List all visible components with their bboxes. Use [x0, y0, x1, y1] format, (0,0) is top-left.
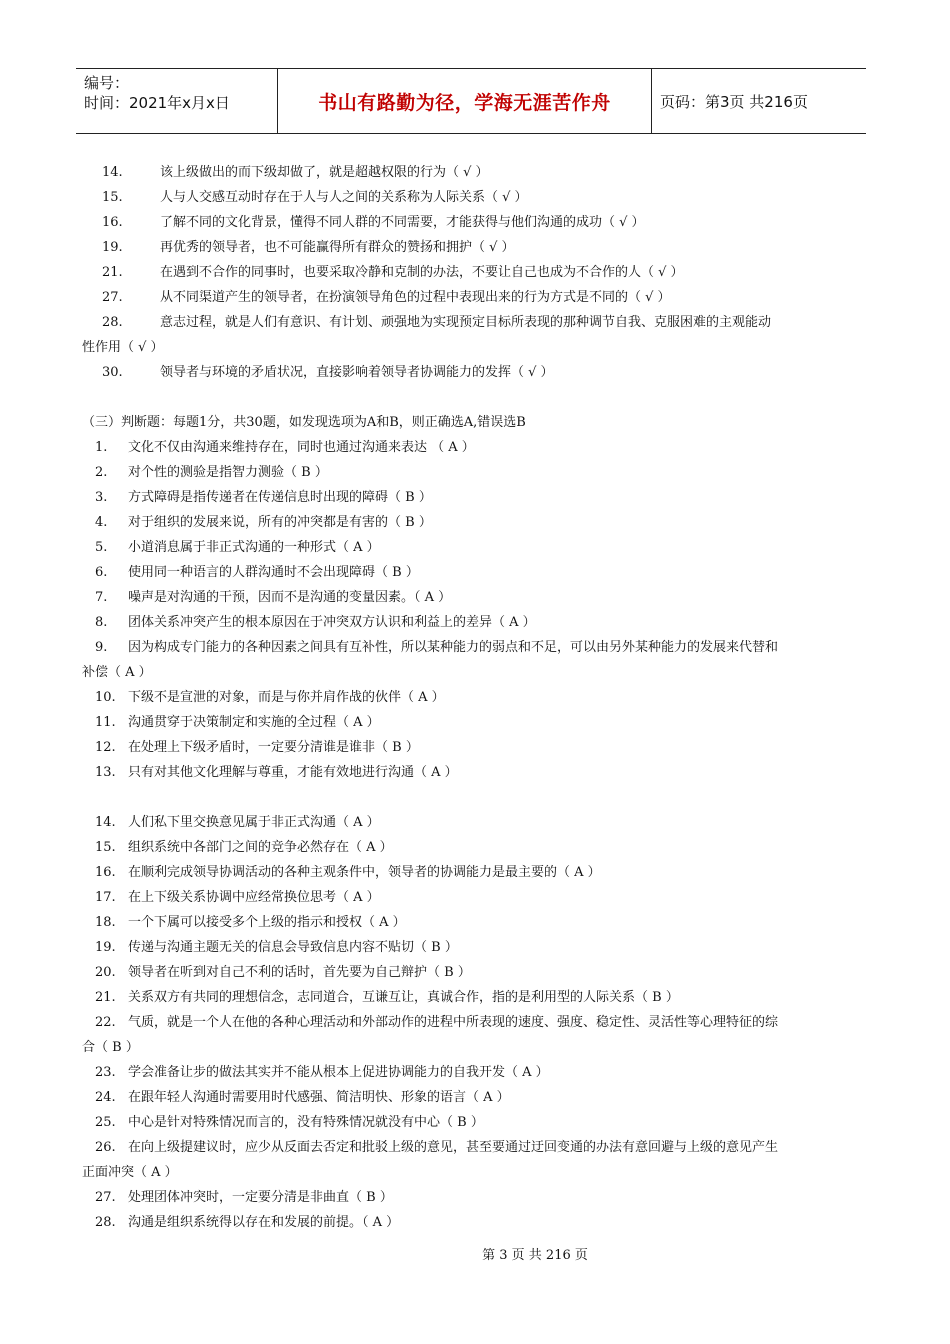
page-header — [76, 68, 866, 134]
list-item — [82, 1010, 852, 1035]
list-item — [82, 310, 852, 335]
item-text-continuation: 补偿（ A ） — [82, 665, 152, 680]
item-text: 沟通是组织系统得以存在和发展的前提。（ A ） — [128, 1215, 400, 1230]
item-number: 14. — [95, 815, 116, 830]
item-text: 再优秀的领导者，也不可能赢得所有群众的赞扬和拥护（ √ ） — [160, 240, 515, 255]
section-judgment-list-a — [82, 435, 852, 785]
header-page-number: 页码：第3页 共216页 — [660, 92, 808, 111]
item-number: 16. — [95, 865, 116, 880]
item-number: 28. — [102, 315, 123, 330]
item-number: 20. — [95, 965, 116, 980]
item-number: 24. — [95, 1090, 116, 1105]
item-text: 处理团体冲突时，一定要分清是非曲直（ B ） — [128, 1190, 393, 1205]
item-text: 关系双方有共同的理想信念，志同道合，互谦互让，真诚合作，指的是利用型的人际关系（ B ） — [128, 990, 679, 1005]
item-text: 只有对其他文化理解与尊重，才能有效地进行沟通（ A ） — [128, 765, 458, 780]
list-item — [82, 360, 852, 385]
list-item — [82, 485, 852, 510]
item-text: 方式障碍是指传递者在传递信息时出现的障碍（ B ） — [128, 490, 432, 505]
item-number: 5. — [95, 540, 108, 555]
item-number: 15. — [95, 840, 116, 855]
list-item — [82, 1185, 852, 1210]
item-text: 人们私下里交换意见属于非正式沟通（ A ） — [128, 815, 380, 830]
section-judgment-list-b — [82, 810, 852, 1235]
list-item — [82, 160, 852, 185]
item-number: 30. — [102, 365, 123, 380]
item-text: 在上下级关系协调中应经常换位思考（ A ） — [128, 890, 380, 905]
list-item — [82, 185, 852, 210]
list-item — [82, 210, 852, 235]
item-text: 在遇到不合作的同事时，也要采取冷静和克制的办法，不要让自己也成为不合作的人（ √ ） — [160, 265, 684, 280]
list-item — [82, 735, 852, 760]
item-number: 8. — [95, 615, 108, 630]
section-heading: （三）判断题：每题1分，共30题，如发现选项为A和B，则正确选A,错误选B — [82, 415, 526, 430]
list-item — [82, 685, 852, 710]
list-item — [82, 1210, 852, 1235]
list-item — [82, 610, 852, 635]
item-text: 在处理上下级矛盾时，一定要分清谁是谁非（ B ） — [128, 740, 419, 755]
list-item — [82, 885, 852, 910]
item-text: 领导者与环境的矛盾状况，直接影响着领导者协调能力的发挥（ √ ） — [160, 365, 554, 380]
item-text: 噪声是对沟通的干预，因而不是沟通的变量因素。（ A ） — [128, 590, 452, 605]
item-text: 团体关系冲突产生的根本原因在于冲突双方认识和利益上的差异（ A ） — [128, 615, 536, 630]
list-item — [82, 1060, 852, 1085]
item-number: 27. — [102, 290, 123, 305]
list-item — [82, 535, 852, 560]
item-text: 了解不同的文化背景，懂得不同人群的不同需要，才能获得与他们沟通的成功（ √ ） — [160, 215, 645, 230]
list-item — [82, 460, 852, 485]
list-item — [82, 1110, 852, 1135]
item-text: 传递与沟通主题无关的信息会导致信息内容不贴切（ B ） — [128, 940, 458, 955]
code-label: 编号： — [84, 74, 130, 92]
item-number: 21. — [95, 990, 116, 1005]
item-text: 对个性的测验是指智力测验（ B ） — [128, 465, 328, 480]
item-text: 人与人交感互动时存在于人与人之间的关系称为人际关系（ √ ） — [160, 190, 528, 205]
item-text: 在向上级提建议时，应少从反面去否定和批驳上级的意见，甚至要通过迂回变通的办法有意回避与上级的意见产生 — [128, 1140, 779, 1155]
item-text: 因为构成专门能力的各种因素之间具有互补性，所以某种能力的弱点和不足，可以由另外某种能力的发展来代替和 — [128, 640, 779, 655]
list-item — [82, 585, 852, 610]
item-number: 7. — [95, 590, 108, 605]
list-item — [82, 285, 852, 310]
page-footer: 第 3 页 共 216 页 — [482, 1248, 588, 1263]
item-number: 22. — [95, 1015, 116, 1030]
item-number: 27. — [95, 1190, 116, 1205]
list-item — [82, 1085, 852, 1110]
item-number: 4. — [95, 515, 108, 530]
section-true-false-answers — [82, 160, 852, 385]
item-text: 气质，就是一个人在他的各种心理活动和外部动作的进程中所表现的速度、强度、稳定性、灵活性等心理特征的综 — [128, 1015, 779, 1030]
list-item — [82, 835, 852, 860]
item-number: 9. — [95, 640, 108, 655]
list-item — [82, 810, 852, 835]
item-text: 下级不是宣泄的对象，而是与你并肩作战的伙伴（ A ） — [128, 690, 445, 705]
item-number: 13. — [95, 765, 116, 780]
item-text: 在顺利完成领导协调活动的各种主观条件中，领导者的协调能力是最主要的（ A ） — [128, 865, 601, 880]
item-number: 16. — [102, 215, 123, 230]
list-item — [82, 235, 852, 260]
list-item — [82, 985, 852, 1010]
list-item — [82, 435, 852, 460]
item-number: 2. — [95, 465, 108, 480]
item-number: 12. — [95, 740, 116, 755]
list-item — [82, 710, 852, 735]
item-number: 19. — [102, 240, 123, 255]
item-text: 小道消息属于非正式沟通的一种形式（ A ） — [128, 540, 380, 555]
item-number: 17. — [95, 890, 116, 905]
list-item — [82, 560, 852, 585]
item-text: 学会准备让步的做法其实并不能从根本上促进协调能力的自我开发（ A ） — [128, 1065, 549, 1080]
item-text: 沟通贯穿于决策制定和实施的全过程（ A ） — [128, 715, 380, 730]
item-text-continuation: 正面冲突（ A ） — [82, 1165, 178, 1180]
item-number: 26. — [95, 1140, 116, 1155]
item-number: 28. — [95, 1215, 116, 1230]
item-number: 18. — [95, 915, 116, 930]
item-number: 6. — [95, 565, 108, 580]
item-text: 中心是针对特殊情况而言的，没有特殊情况就没有中心（ B ） — [128, 1115, 484, 1130]
item-number: 14. — [102, 165, 123, 180]
item-text: 意志过程，就是人们有意识、有计划、顽强地为实现预定目标所表现的那种调节自我、克服困难的主观能动 — [160, 315, 772, 330]
item-text: 领导者在听到对自己不利的话时，首先要为自己辩护（ B ） — [128, 965, 471, 980]
item-number: 21. — [102, 265, 123, 280]
list-item — [82, 635, 852, 660]
document-body — [82, 160, 852, 1235]
list-item — [82, 760, 852, 785]
item-number: 23. — [95, 1065, 116, 1080]
list-item — [82, 910, 852, 935]
item-text: 使用同一种语言的人群沟通时不会出现障碍（ B ） — [128, 565, 419, 580]
item-text: 文化不仅由沟通来维持存在，同时也通过沟通来表达 （ A ） — [128, 440, 475, 455]
list-item — [82, 1135, 852, 1160]
item-text-continuation: 性作用（ √ ） — [82, 340, 164, 355]
list-item — [82, 510, 852, 535]
item-number: 3. — [95, 490, 108, 505]
list-item — [82, 960, 852, 985]
item-text: 在跟年轻人沟通时需要用时代感强、简洁明快、形象的语言（ A ） — [128, 1090, 510, 1105]
item-number: 19. — [95, 940, 116, 955]
list-item — [82, 260, 852, 285]
item-number: 15. — [102, 190, 123, 205]
time-label: 时间：2021年x月x日 — [84, 94, 230, 112]
list-item — [82, 935, 852, 960]
item-text-continuation: 合（ B ） — [82, 1040, 139, 1055]
header-meta — [76, 69, 278, 133]
item-number: 25. — [95, 1115, 116, 1130]
item-text: 从不同渠道产生的领导者，在扮演领导角色的过程中表现出来的行为方式是不同的（ √ ） — [160, 290, 671, 305]
item-text: 对于组织的发展来说，所有的冲突都是有害的（ B ） — [128, 515, 432, 530]
item-text: 组织系统中各部门之间的竞争必然存在（ A ） — [128, 840, 393, 855]
list-item — [82, 860, 852, 885]
item-text: 一个下属可以接受多个上级的指示和授权（ A ） — [128, 915, 406, 930]
header-motto: 书山有路勤为径，学海无涯苦作舟 — [278, 69, 652, 133]
item-text: 该上级做出的而下级却做了，就是超越权限的行为（ √ ） — [160, 165, 489, 180]
item-number: 10. — [95, 690, 116, 705]
item-number: 1. — [95, 440, 108, 455]
item-number: 11. — [95, 715, 116, 730]
